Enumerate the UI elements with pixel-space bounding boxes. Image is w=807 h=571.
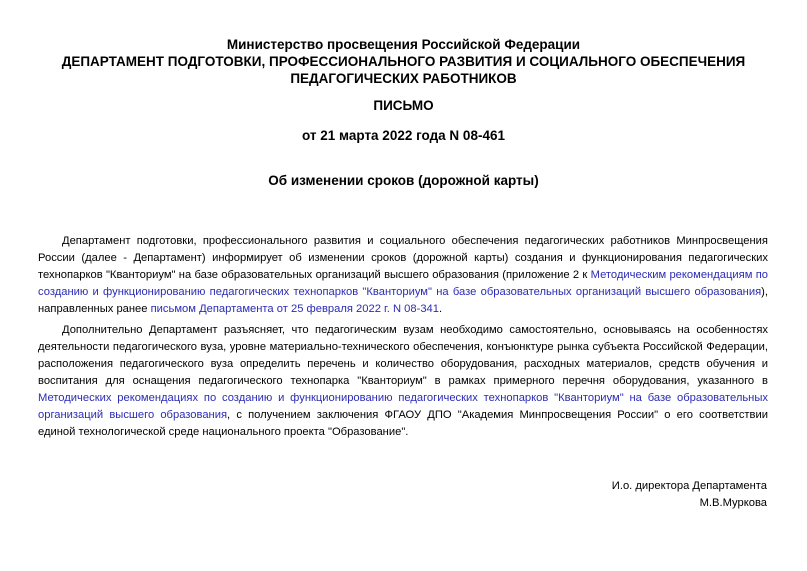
paragraph-1-text-c: . — [438, 303, 443, 315]
department-title-line1: ДЕПАРТАМЕНТ ПОДГОТОВКИ, ПРОФЕССИОНАЛЬНОГО РАЗВИТИЯ И СОЦИАЛЬНОГО ОБЕСПЕЧЕНИЯ — [61, 54, 746, 69]
paragraph-2 — [38, 322, 768, 441]
signature-block — [612, 478, 767, 512]
letter-header — [0, 36, 807, 87]
document-date-number: от 21 марта 2022 года N 08-461 — [302, 128, 505, 143]
document-type: ПИСЬМО — [373, 98, 434, 113]
methodical-recommendations-link[interactable]: Методическим рекомендациям по созданию и функционированию педагогических технопарков "Кванториум" на базе образовательных организаций высшего образования — [38, 269, 768, 298]
methodical-recommendations-link-2[interactable]: Методических рекомендациях по созданию и функционированию педагогических технопарков "Кванториум" на базе образовательных организаций высшего образования — [38, 392, 768, 421]
document-subject: Об изменении сроков (дорожной карты) — [268, 173, 539, 188]
department-letter-link[interactable]: письмом Департамента от 25 февраля 2022 г. N 08-341 — [150, 303, 439, 315]
paragraph-2-text-a: Дополнительно Департамент разъясняет, что педагогическим вузам необходимо самостоятельно, основываясь на особенностях деятельности педагогического вуза, уровне материально-технического обеспечения, конъюнктуре рынка субъекта Российской Федерации, расположения педагогического вуза определить перечень и количество оборудования, расходных материалов, средств обучения и воспитания для оснащения педагогического технопарка "Кванториум" в рамках примерного перечня оборудования, указанного в — [38, 324, 768, 387]
paragraph-2-text-b: , с получением заключения ФГАОУ ДПО "Академия Минпросвещения России" о его соответствии единой технологической среде национального проекта "Образование". — [38, 409, 768, 438]
signatory-name: М.В.Муркова — [699, 497, 767, 509]
ministry-title: Министерство просвещения Российской Федерации — [226, 37, 581, 52]
paragraph-1-text-b: ), направленных ранее — [38, 286, 768, 315]
department-title-line2: ПЕДАГОГИЧЕСКИХ РАБОТНИКОВ — [290, 71, 517, 86]
paragraph-1-text-a: Департамент подготовки, профессионального развития и социального обеспечения педагогических работников Минпросвещения России (далее - Департамент) информирует об изменении сроков (дорожной карты) создания и функционирования педагогических технопарков "Кванториум" на базе образовательных организаций высшего образования (приложение 2 к — [38, 235, 768, 281]
signatory-position: И.о. директора Департамента — [611, 480, 767, 492]
paragraph-1 — [38, 233, 768, 318]
